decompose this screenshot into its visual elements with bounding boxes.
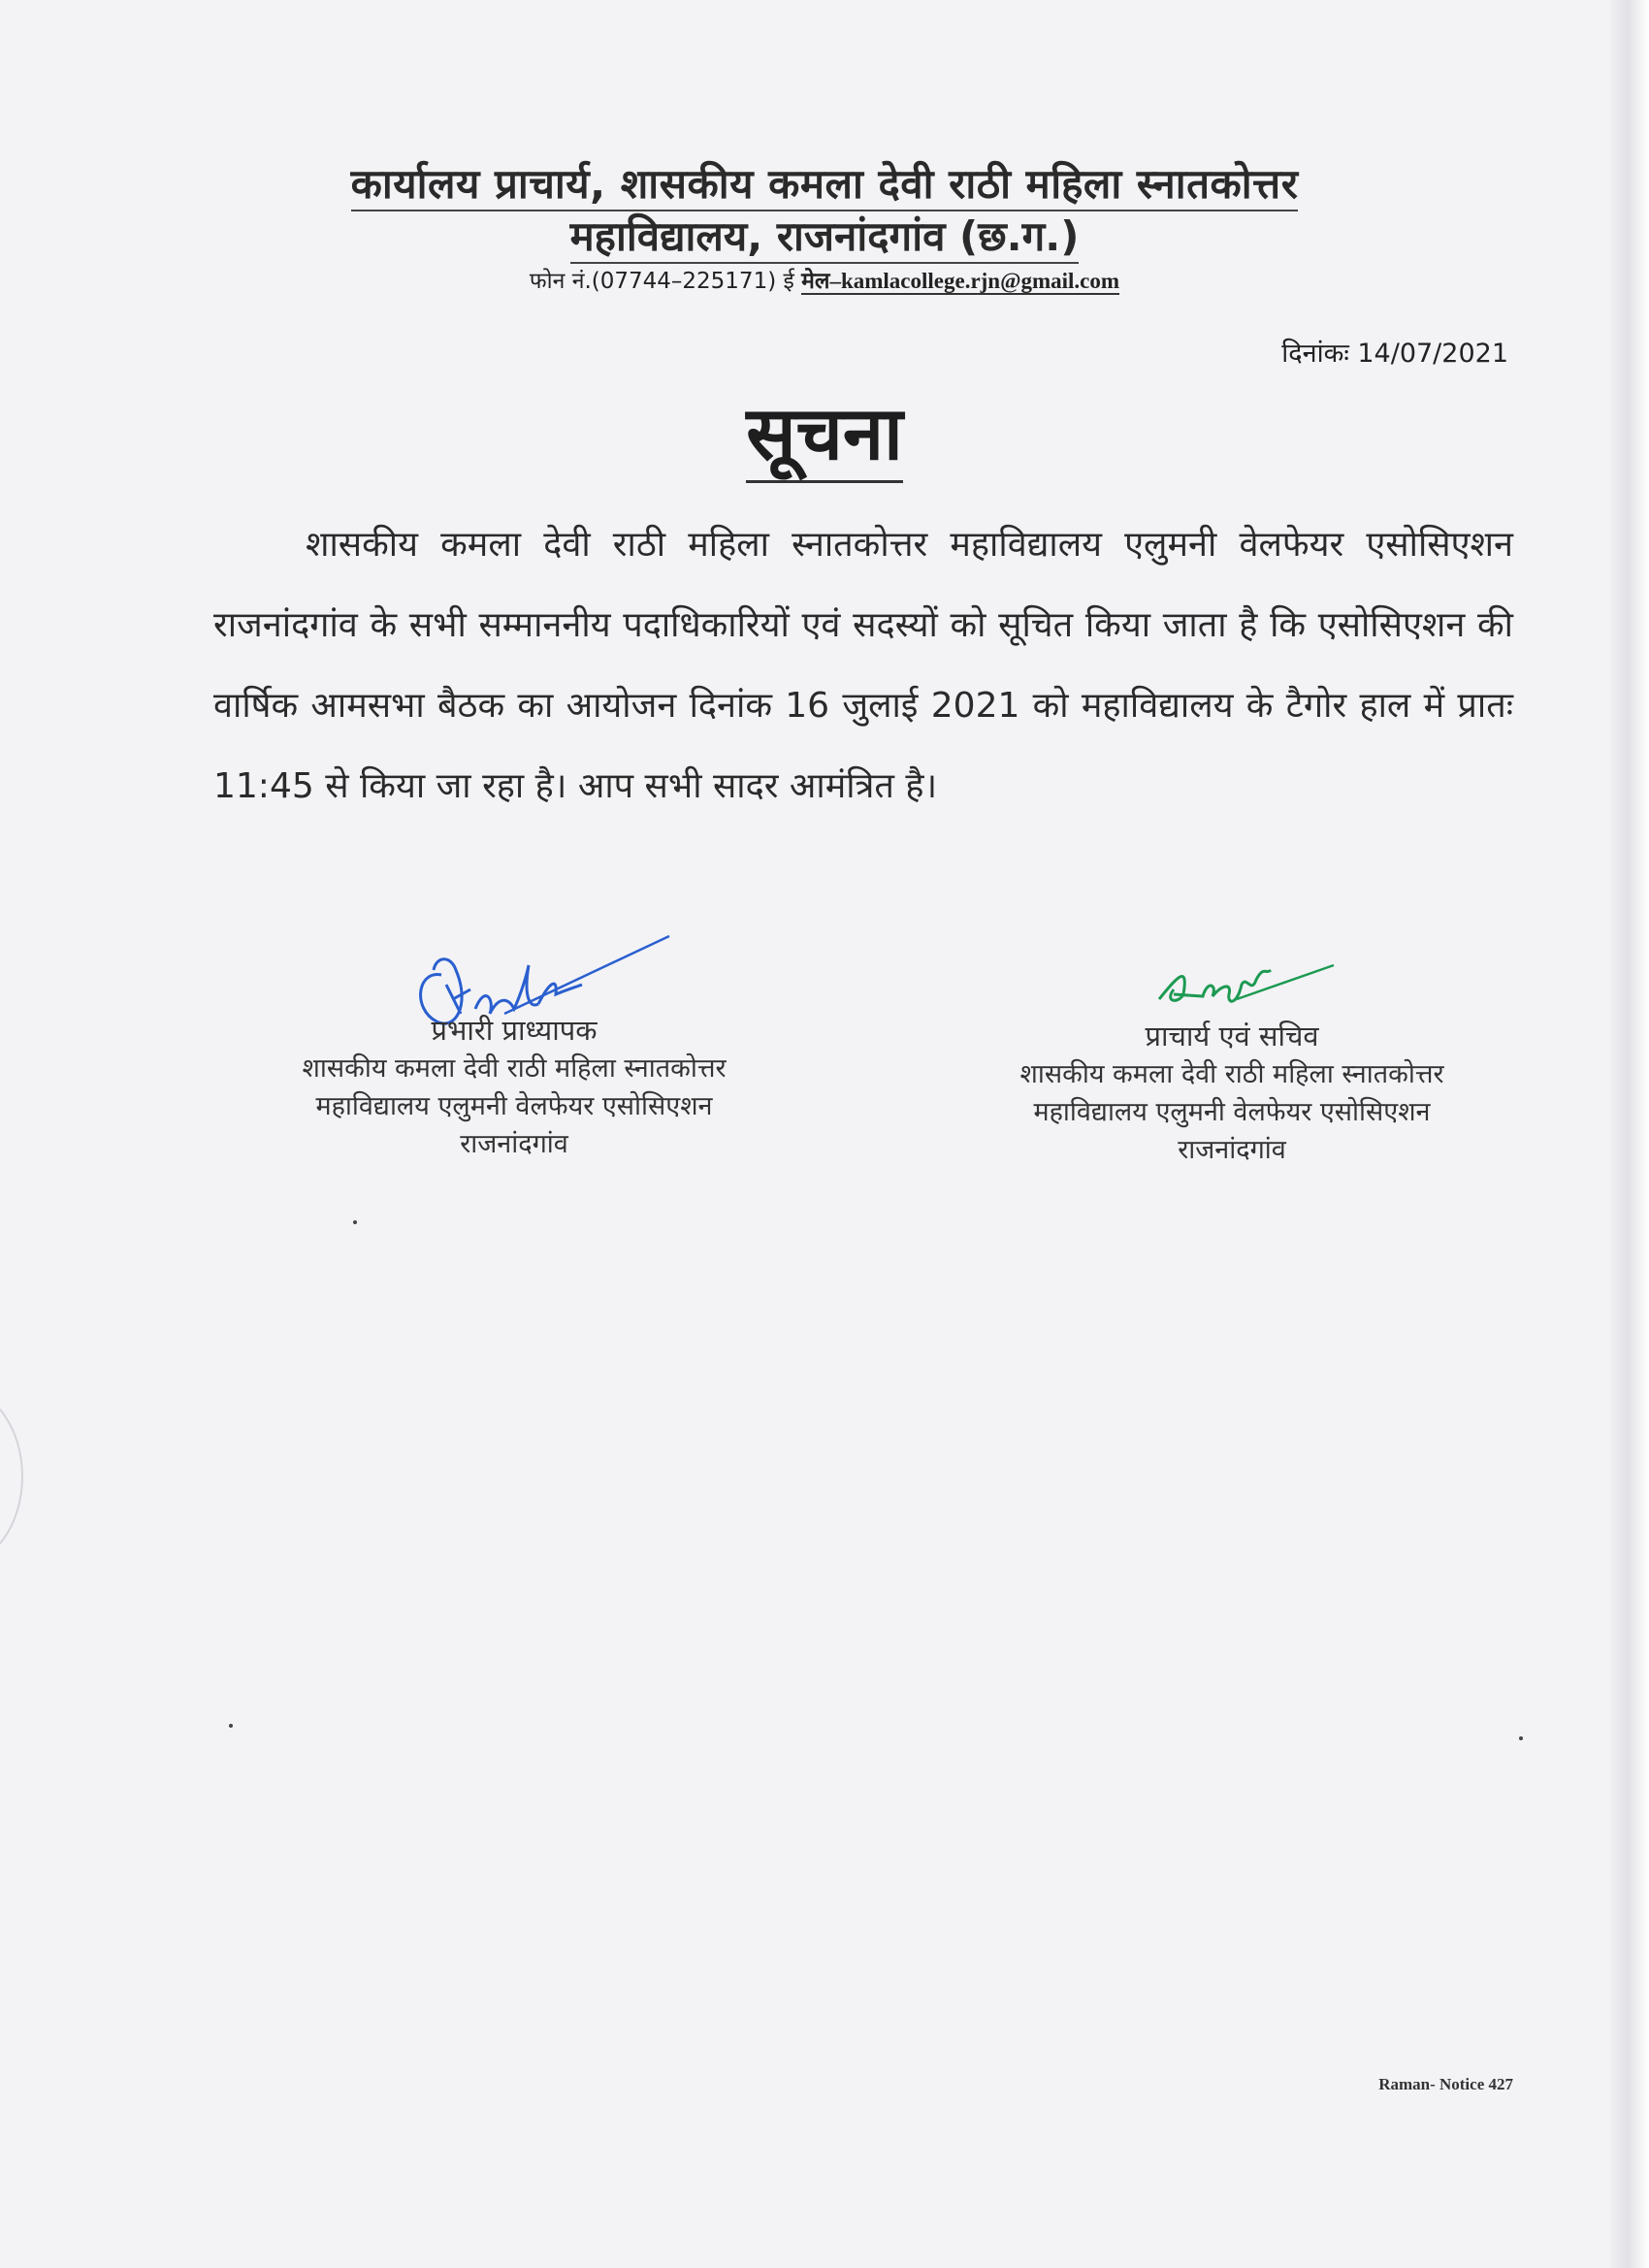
page-edge-shadow xyxy=(1610,0,1649,2268)
notice-body: शासकीय कमला देवी राठी महिला स्नातकोत्तर महाविद्यालय एलुमनी वेलफेयर एसोसिएशन राजनांदगांव के सभी सम्माननीय पदाधिकारियों एवं सदस्यों को सूचित किया जाता है कि एसोसिएशन की वार्षिक आमसभा बैठक का आयोजन दिनांक 16 जुलाई 2021 को महाविद्यालय के टैगोर हाल में प्रातः 11:45 से किया जा रहा है। आप सभी सादर आमंत्रित है। xyxy=(213,525,1513,806)
contact-line xyxy=(194,264,1455,295)
right-org-line2: महाविद्यालय एलुमनी वेलफेयर एसोसिएशन xyxy=(1033,1097,1431,1127)
footer-reference: Raman- Notice 427 xyxy=(1378,2075,1513,2093)
scan-speck xyxy=(1519,1736,1523,1740)
left-org-line1: शासकीय कमला देवी राठी महिला स्नातकोत्तर xyxy=(302,1053,727,1084)
left-signatory-block xyxy=(223,1012,805,1163)
email-address: मेल–kamlacollege.rjn@gmail.com xyxy=(801,269,1120,293)
right-signatory-block xyxy=(941,1018,1523,1169)
left-org-line3: राजनांदगांव xyxy=(460,1129,568,1159)
punch-hole-mark xyxy=(0,1387,23,1566)
scan-speck xyxy=(229,1724,233,1728)
notice-date: दिनांकः 14/07/2021 xyxy=(1281,339,1508,369)
notice-title: सूचना xyxy=(0,381,1649,481)
office-heading-line2: महाविद्यालय, राजनांदगांव (छ.ग.) xyxy=(194,208,1455,263)
left-org-line2: महाविद्यालय एलुमनी वेलफेयर एसोसिएशन xyxy=(315,1091,713,1121)
left-designation: प्रभारी प्राध्यापक xyxy=(431,1014,598,1047)
right-designation: प्राचार्य एवं सचिव xyxy=(1145,1020,1319,1053)
right-org-line3: राजनांदगांव xyxy=(1178,1135,1286,1165)
scan-speck xyxy=(353,1220,357,1224)
office-heading-line1: कार्यालय प्राचार्य, शासकीय कमला देवी राठी महिला स्नातकोत्तर xyxy=(194,155,1455,211)
right-signature xyxy=(1149,936,1343,1014)
right-org-line1: शासकीय कमला देवी राठी महिला स्नातकोत्तर xyxy=(1019,1059,1444,1089)
phone-info: फोन नं.(07744–225171) ई xyxy=(529,269,794,294)
